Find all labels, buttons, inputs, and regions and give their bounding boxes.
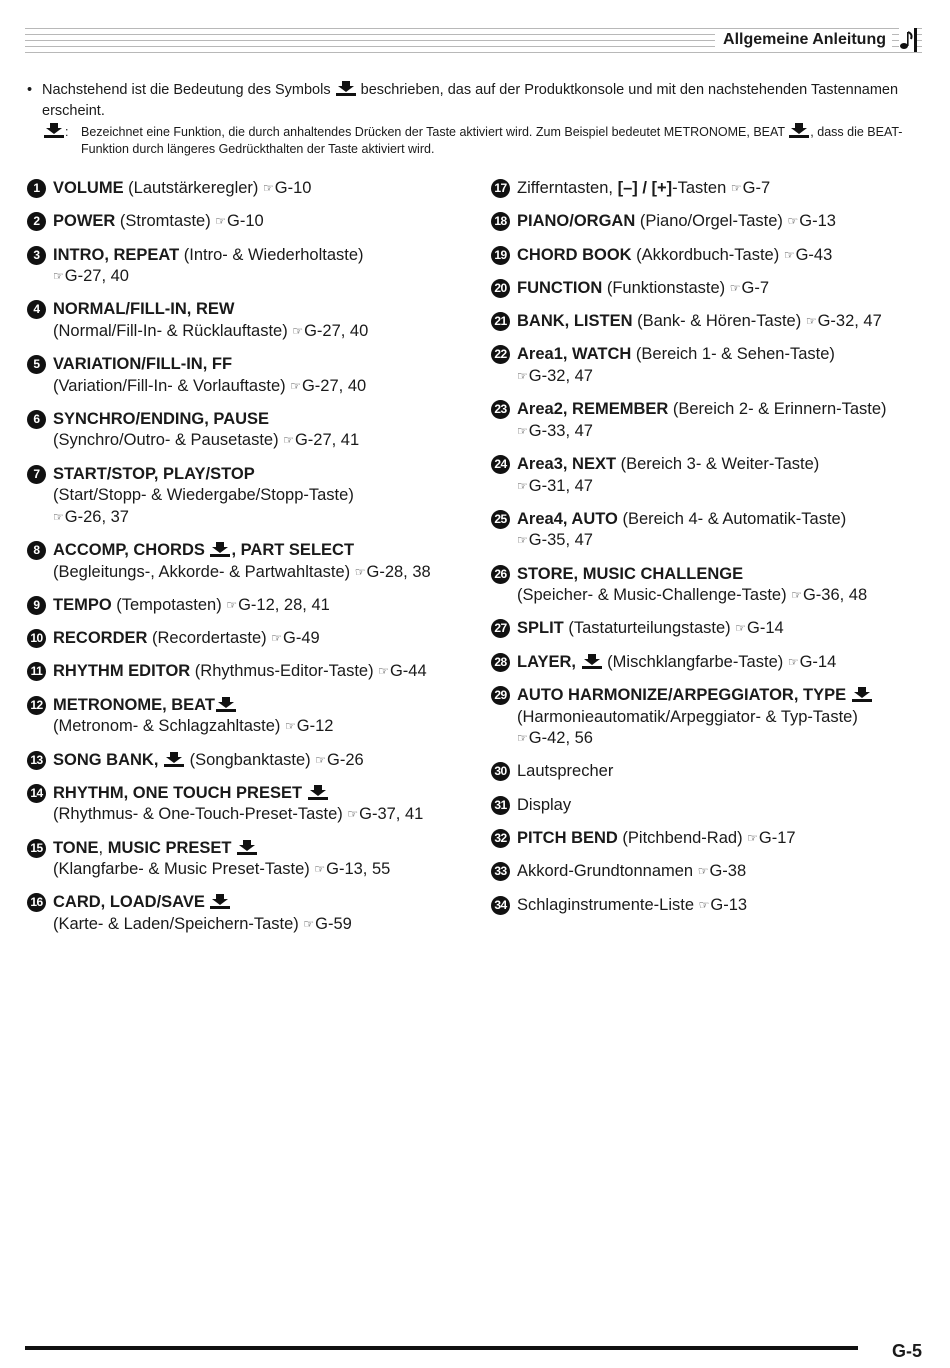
list-item xyxy=(491,178,931,200)
press-and-hold-icon xyxy=(215,696,237,712)
pointing-hand-icon: ☞ xyxy=(517,478,528,493)
item-number: 33 xyxy=(491,862,510,881)
item-desc: (Bereich 1- & Sehen-Taste) xyxy=(631,345,835,364)
list-item xyxy=(491,861,931,883)
pointing-hand-icon: ☞ xyxy=(283,433,294,448)
page-reference xyxy=(215,212,263,230)
page-reference xyxy=(735,619,783,637)
item-name: RHYTHM EDITOR xyxy=(53,662,191,681)
press-and-hold-icon xyxy=(307,784,329,800)
item-number: 21 xyxy=(491,312,510,331)
item-desc: (Lautstärkeregler) xyxy=(123,179,263,197)
ref-text: G-27, 40 xyxy=(304,321,369,340)
list-item xyxy=(491,618,931,640)
item-name: Area2, REMEMBER xyxy=(517,400,669,419)
pointing-hand-icon: ☞ xyxy=(787,654,799,669)
item-name: SYNCHRO/ENDING, PAUSE xyxy=(53,409,270,428)
item-name: AUTO HARMONIZE/ARPEGGIATOR, TYPE xyxy=(517,686,847,705)
pointing-hand-icon: ☞ xyxy=(271,631,282,646)
item-name: RECORDER xyxy=(53,629,148,648)
item-name: VARIATION/FILL-IN, FF xyxy=(53,355,233,374)
list-item xyxy=(491,761,931,783)
item-number: 5 xyxy=(27,355,46,374)
item-desc: (Intro- & Wiederholtaste) xyxy=(179,245,364,264)
item-number: 2 xyxy=(27,212,46,231)
item-number: 28 xyxy=(491,653,510,672)
item-name: FUNCTION xyxy=(517,278,603,297)
item-number: 11 xyxy=(27,662,46,681)
item-desc: Lautsprecher xyxy=(517,762,614,781)
page-number: G-5 xyxy=(892,1341,923,1361)
list-item xyxy=(491,685,931,750)
pointing-hand-icon: ☞ xyxy=(347,807,359,822)
item-name: Area4, AUTO xyxy=(517,509,618,528)
pointing-hand-icon: ☞ xyxy=(262,181,274,195)
item-desc: (Recordertaste) xyxy=(147,629,272,648)
page-reference xyxy=(517,367,593,385)
item-name: Area1, WATCH xyxy=(517,345,632,364)
item-name: [–] / [+] xyxy=(617,179,673,197)
item-name: TONE xyxy=(53,838,99,857)
list-item xyxy=(27,892,477,935)
item-number: 30 xyxy=(491,762,510,781)
list-item xyxy=(491,652,931,674)
page-reference xyxy=(517,477,593,495)
ref-text: G-27, 40 xyxy=(301,376,367,395)
ref-text: G-27, 40 xyxy=(64,267,129,286)
page-reference xyxy=(283,431,359,449)
item-desc: (Start/Stopp- & Wiedergabe/Stopp-Taste) xyxy=(53,486,354,505)
list-item xyxy=(491,399,931,442)
page-reference xyxy=(788,653,836,671)
item-number: 1 xyxy=(27,179,46,198)
press-and-hold-icon xyxy=(209,893,231,909)
legend-text-1: Bezeichnet eine Funktion, die durch anhaltendes Drücken der Taste aktiviert wird. Zum Beispiel bedeutet METRONOME, BEAT xyxy=(81,125,785,139)
item-number: 4 xyxy=(27,300,46,319)
pointing-hand-icon: ☞ xyxy=(354,564,366,579)
pointing-hand-icon: ☞ xyxy=(378,664,389,679)
item-number: 25 xyxy=(491,510,510,529)
item-number: 6 xyxy=(27,410,46,429)
pointing-hand-icon: ☞ xyxy=(729,280,741,295)
item-name: SPLIT xyxy=(517,619,564,638)
ref-text: G-10 xyxy=(227,212,264,231)
item-number: 26 xyxy=(491,565,510,584)
item-number: 23 xyxy=(491,400,510,419)
pointing-hand-icon: ☞ xyxy=(791,588,802,603)
page-reference xyxy=(315,751,363,769)
press-and-hold-icon xyxy=(209,541,231,557)
page-reference xyxy=(292,322,368,340)
list-item xyxy=(27,354,477,397)
list-item xyxy=(27,661,477,683)
page-reference xyxy=(263,179,311,197)
item-name: CARD, LOAD/SAVE xyxy=(53,893,205,912)
ref-text: G-35, 47 xyxy=(528,531,593,550)
item-name: SONG BANK, xyxy=(53,750,159,769)
item-name: START/STOP, PLAY/STOP xyxy=(53,464,255,483)
intro-bullet xyxy=(27,80,927,122)
page-reference xyxy=(806,312,882,330)
legend-colon: : xyxy=(65,125,69,139)
page-reference xyxy=(303,915,351,933)
item-name: PITCH BEND xyxy=(517,828,618,847)
list-item xyxy=(491,245,931,267)
right-item-list xyxy=(491,178,931,928)
pointing-hand-icon: ☞ xyxy=(730,181,742,195)
item-desc: (Begleitungs-, Akkorde- & Partwahltaste) xyxy=(53,562,355,581)
item-number: 3 xyxy=(27,246,46,265)
page-reference xyxy=(355,563,431,581)
list-item xyxy=(27,628,477,650)
list-item xyxy=(27,464,477,529)
item-desc: (Songbanktaste) xyxy=(185,750,316,769)
ref-text: G-37, 41 xyxy=(359,805,424,824)
pointing-hand-icon: ☞ xyxy=(215,214,227,229)
pointing-hand-icon: ☞ xyxy=(747,830,758,845)
page-reference xyxy=(290,377,366,395)
ref-text: G-32, 47 xyxy=(817,312,882,331)
pointing-hand-icon: ☞ xyxy=(517,533,528,548)
item-desc: (Harmonieautomatik/Arpeggiator- & Typ-Taste) xyxy=(517,707,858,726)
item-number: 15 xyxy=(27,839,46,858)
pointing-hand-icon: ☞ xyxy=(517,368,528,383)
item-desc: Schlaginstrumente-Liste xyxy=(517,895,699,914)
page-reference xyxy=(226,596,330,614)
item-desc: (Rhythmus-Editor-Taste) xyxy=(190,662,379,681)
list-item xyxy=(27,783,477,826)
ref-text: G-59 xyxy=(315,914,352,933)
list-item xyxy=(27,838,477,881)
page-reference xyxy=(788,212,836,230)
item-desc: (Synchro/Outro- & Pausetaste) xyxy=(53,431,284,450)
page-reference xyxy=(517,531,593,549)
pointing-hand-icon: ☞ xyxy=(783,247,795,262)
left-item-list xyxy=(27,178,477,947)
item-desc: (Akkordbuch-Taste) xyxy=(631,245,784,264)
list-item xyxy=(27,540,477,583)
ref-text: G-28, 38 xyxy=(366,562,431,581)
page-reference xyxy=(747,829,795,847)
ref-text: G-26, 37 xyxy=(64,507,129,526)
pointing-hand-icon: ☞ xyxy=(517,731,528,746)
list-item xyxy=(491,828,931,850)
item-desc: Display xyxy=(517,795,572,814)
item-name: METRONOME, BEAT xyxy=(53,695,215,714)
list-item xyxy=(491,311,931,333)
ref-text: G-17 xyxy=(758,828,796,847)
item-name-sep: , xyxy=(98,838,108,857)
press-and-hold-icon xyxy=(236,839,258,855)
item-number: 27 xyxy=(491,619,510,638)
ref-text: G-31, 47 xyxy=(528,476,593,495)
ref-text: G-43 xyxy=(795,245,833,264)
ref-text: G-10 xyxy=(274,179,312,197)
pointing-hand-icon: ☞ xyxy=(698,897,710,912)
item-number: 16 xyxy=(27,893,46,912)
ref-text: G-26 xyxy=(327,750,364,769)
ref-text: G-33, 47 xyxy=(528,421,593,440)
press-and-hold-icon xyxy=(788,122,810,138)
list-item xyxy=(27,245,477,288)
pointing-hand-icon: ☞ xyxy=(517,423,528,438)
list-item xyxy=(27,299,477,342)
item-desc: (Mischklangfarbe-Taste) xyxy=(602,652,788,671)
press-and-hold-icon xyxy=(163,751,185,767)
page-reference xyxy=(517,422,593,440)
ref-text: G-36, 48 xyxy=(802,586,868,605)
item-desc: (Tempotasten) xyxy=(111,595,227,614)
list-item xyxy=(491,211,931,233)
item-desc: (Speicher- & Music-Challenge-Taste) xyxy=(517,586,792,605)
ref-text: G-32, 47 xyxy=(528,366,593,385)
press-and-hold-icon xyxy=(581,653,603,669)
page-reference xyxy=(730,279,769,297)
intro-section xyxy=(27,80,927,158)
bullet-dot: • xyxy=(27,82,33,98)
symbol-legend xyxy=(43,122,927,158)
item-name: STORE, MUSIC CHALLENGE xyxy=(517,564,744,583)
legend-symbol xyxy=(43,122,81,158)
item-desc: (Klangfarbe- & Music Preset-Taste) xyxy=(53,860,315,879)
pointing-hand-icon: ☞ xyxy=(226,597,238,612)
ref-text: G-13, 55 xyxy=(326,860,391,879)
item-number: 9 xyxy=(27,596,46,615)
item-name-suffix: , PART SELECT xyxy=(231,541,355,560)
ref-text: G-7 xyxy=(741,278,769,297)
item-desc: (Rhythmus- & One-Touch-Preset-Taste) xyxy=(53,805,348,824)
pointing-hand-icon: ☞ xyxy=(292,323,304,338)
page-reference xyxy=(378,662,426,680)
page-reference xyxy=(53,508,129,526)
page-reference xyxy=(271,629,319,647)
ref-text: G-38 xyxy=(709,862,747,881)
pointing-hand-icon: ☞ xyxy=(285,719,296,734)
item-desc: (Bereich 4- & Automatik-Taste) xyxy=(617,509,847,528)
pointing-hand-icon: ☞ xyxy=(53,269,64,284)
item-desc: (Tastaturteilungstaste) xyxy=(563,619,736,638)
ref-text: G-49 xyxy=(283,629,320,648)
item-number: 34 xyxy=(491,896,510,915)
item-desc-prefix: Zifferntasten, xyxy=(517,179,618,197)
list-item xyxy=(491,278,931,300)
item-desc: (Bank- & Hören-Taste) xyxy=(632,312,806,331)
item-name: CHORD BOOK xyxy=(517,245,632,264)
ref-text: G-27, 41 xyxy=(294,431,360,450)
item-number: 29 xyxy=(491,686,510,705)
list-item xyxy=(27,695,477,738)
ref-text: G-12, 28, 41 xyxy=(238,595,330,614)
item-number: 31 xyxy=(491,796,510,815)
ref-text: G-14 xyxy=(747,619,784,638)
item-name: ACCOMP, CHORDS xyxy=(53,541,205,560)
pointing-hand-icon: ☞ xyxy=(805,314,817,329)
item-desc: (Karte- & Laden/Speichern-Taste) xyxy=(53,914,304,933)
intro-bullet-text xyxy=(42,80,902,122)
ref-text: G-44 xyxy=(389,662,427,681)
item-number: 18 xyxy=(491,212,510,231)
item-name: VOLUME xyxy=(53,179,124,197)
item-number: 13 xyxy=(27,751,46,770)
item-name: RHYTHM, ONE TOUCH PRESET xyxy=(53,783,303,802)
list-item xyxy=(491,795,931,817)
pointing-hand-icon: ☞ xyxy=(697,864,709,879)
item-name: LAYER, xyxy=(517,652,576,671)
list-item xyxy=(491,454,931,497)
item-name: PIANO/ORGAN xyxy=(517,212,636,231)
list-item xyxy=(27,178,477,200)
item-number: 12 xyxy=(27,696,46,715)
item-desc: (Metronom- & Schlagzahltaste) xyxy=(53,717,286,736)
item-name: BANK, LISTEN xyxy=(517,312,633,331)
item-name: Area3, NEXT xyxy=(517,455,617,474)
legend-text xyxy=(81,122,927,158)
item-number: 22 xyxy=(491,345,510,364)
item-desc: (Funktionstaste) xyxy=(602,278,730,297)
pointing-hand-icon: ☞ xyxy=(787,214,799,229)
ref-text: G-13 xyxy=(799,212,836,231)
list-item xyxy=(27,595,477,617)
page-reference xyxy=(517,729,593,747)
list-item xyxy=(27,211,477,233)
item-name: TEMPO xyxy=(53,595,112,614)
item-number: 20 xyxy=(491,279,510,298)
page-reference xyxy=(53,267,129,285)
item-name: NORMAL/FILL-IN, REW xyxy=(53,300,235,319)
pointing-hand-icon: ☞ xyxy=(53,509,64,524)
press-and-hold-icon xyxy=(851,686,873,702)
page-reference xyxy=(791,586,867,604)
legend-text-2: , dass die BEAT-Funktion durch längeres Gedrückthalten der Taste aktiviert wird. xyxy=(81,125,903,156)
list-item xyxy=(491,564,931,607)
item-number: 10 xyxy=(27,629,46,648)
ref-text: G-12 xyxy=(296,717,334,736)
intro-text-1: Nachstehend ist die Bedeutung des Symbols xyxy=(42,82,331,98)
ref-text: G-7 xyxy=(742,179,771,197)
pointing-hand-icon: ☞ xyxy=(290,378,301,393)
press-and-hold-icon xyxy=(43,122,65,138)
list-item xyxy=(491,509,931,552)
item-desc: (Normal/Fill-In- & Rücklauftaste) xyxy=(53,321,293,340)
item-number: 7 xyxy=(27,465,46,484)
page-reference xyxy=(784,246,832,264)
music-note-icon xyxy=(899,28,917,52)
press-and-hold-icon xyxy=(335,80,357,96)
pointing-hand-icon: ☞ xyxy=(303,916,315,931)
item-number: 14 xyxy=(27,784,46,803)
ref-text: G-13 xyxy=(710,895,748,914)
page-reference xyxy=(698,862,746,880)
item-name-suffix: MUSIC PRESET xyxy=(107,838,232,857)
item-desc: (Bereich 3- & Weiter-Taste) xyxy=(616,455,820,474)
item-desc: (Variation/Fill-In- & Vorlauftaste) xyxy=(53,376,291,395)
item-desc: Akkord-Grundtonnamen xyxy=(517,862,698,881)
list-item xyxy=(491,895,931,917)
list-item xyxy=(27,409,477,452)
ref-text: G-14 xyxy=(799,652,837,671)
item-number: 17 xyxy=(491,179,510,198)
pointing-hand-icon: ☞ xyxy=(314,862,326,877)
item-desc: -Tasten xyxy=(672,179,731,197)
item-desc: (Stromtaste) xyxy=(115,212,216,231)
list-item xyxy=(27,750,477,772)
pointing-hand-icon: ☞ xyxy=(315,752,327,767)
page-reference xyxy=(314,860,390,878)
item-name: POWER xyxy=(53,212,116,231)
item-desc: (Piano/Orgel-Taste) xyxy=(635,212,788,231)
item-number: 8 xyxy=(27,541,46,560)
page-reference xyxy=(347,805,423,823)
intro-text-2: beschrieben, das auf der Produktkonsole und mit den nachstehenden Tastennamen erscheint. xyxy=(42,82,899,119)
page-header-title: Allgemeine Anleitung xyxy=(715,31,892,49)
item-desc: (Bereich 2- & Erinnern-Taste) xyxy=(668,400,887,419)
footer-rule xyxy=(25,1346,858,1350)
ref-text: G-42, 56 xyxy=(528,729,593,748)
item-number: 32 xyxy=(491,829,510,848)
page-reference xyxy=(285,717,333,735)
page-reference xyxy=(731,179,770,197)
page-reference xyxy=(699,896,747,914)
item-number: 19 xyxy=(491,246,510,265)
list-item xyxy=(491,344,931,387)
item-number: 24 xyxy=(491,455,510,474)
item-desc: (Pitchbend-Rad) xyxy=(617,828,748,847)
item-name: INTRO, REPEAT xyxy=(53,245,180,264)
pointing-hand-icon: ☞ xyxy=(735,621,747,636)
